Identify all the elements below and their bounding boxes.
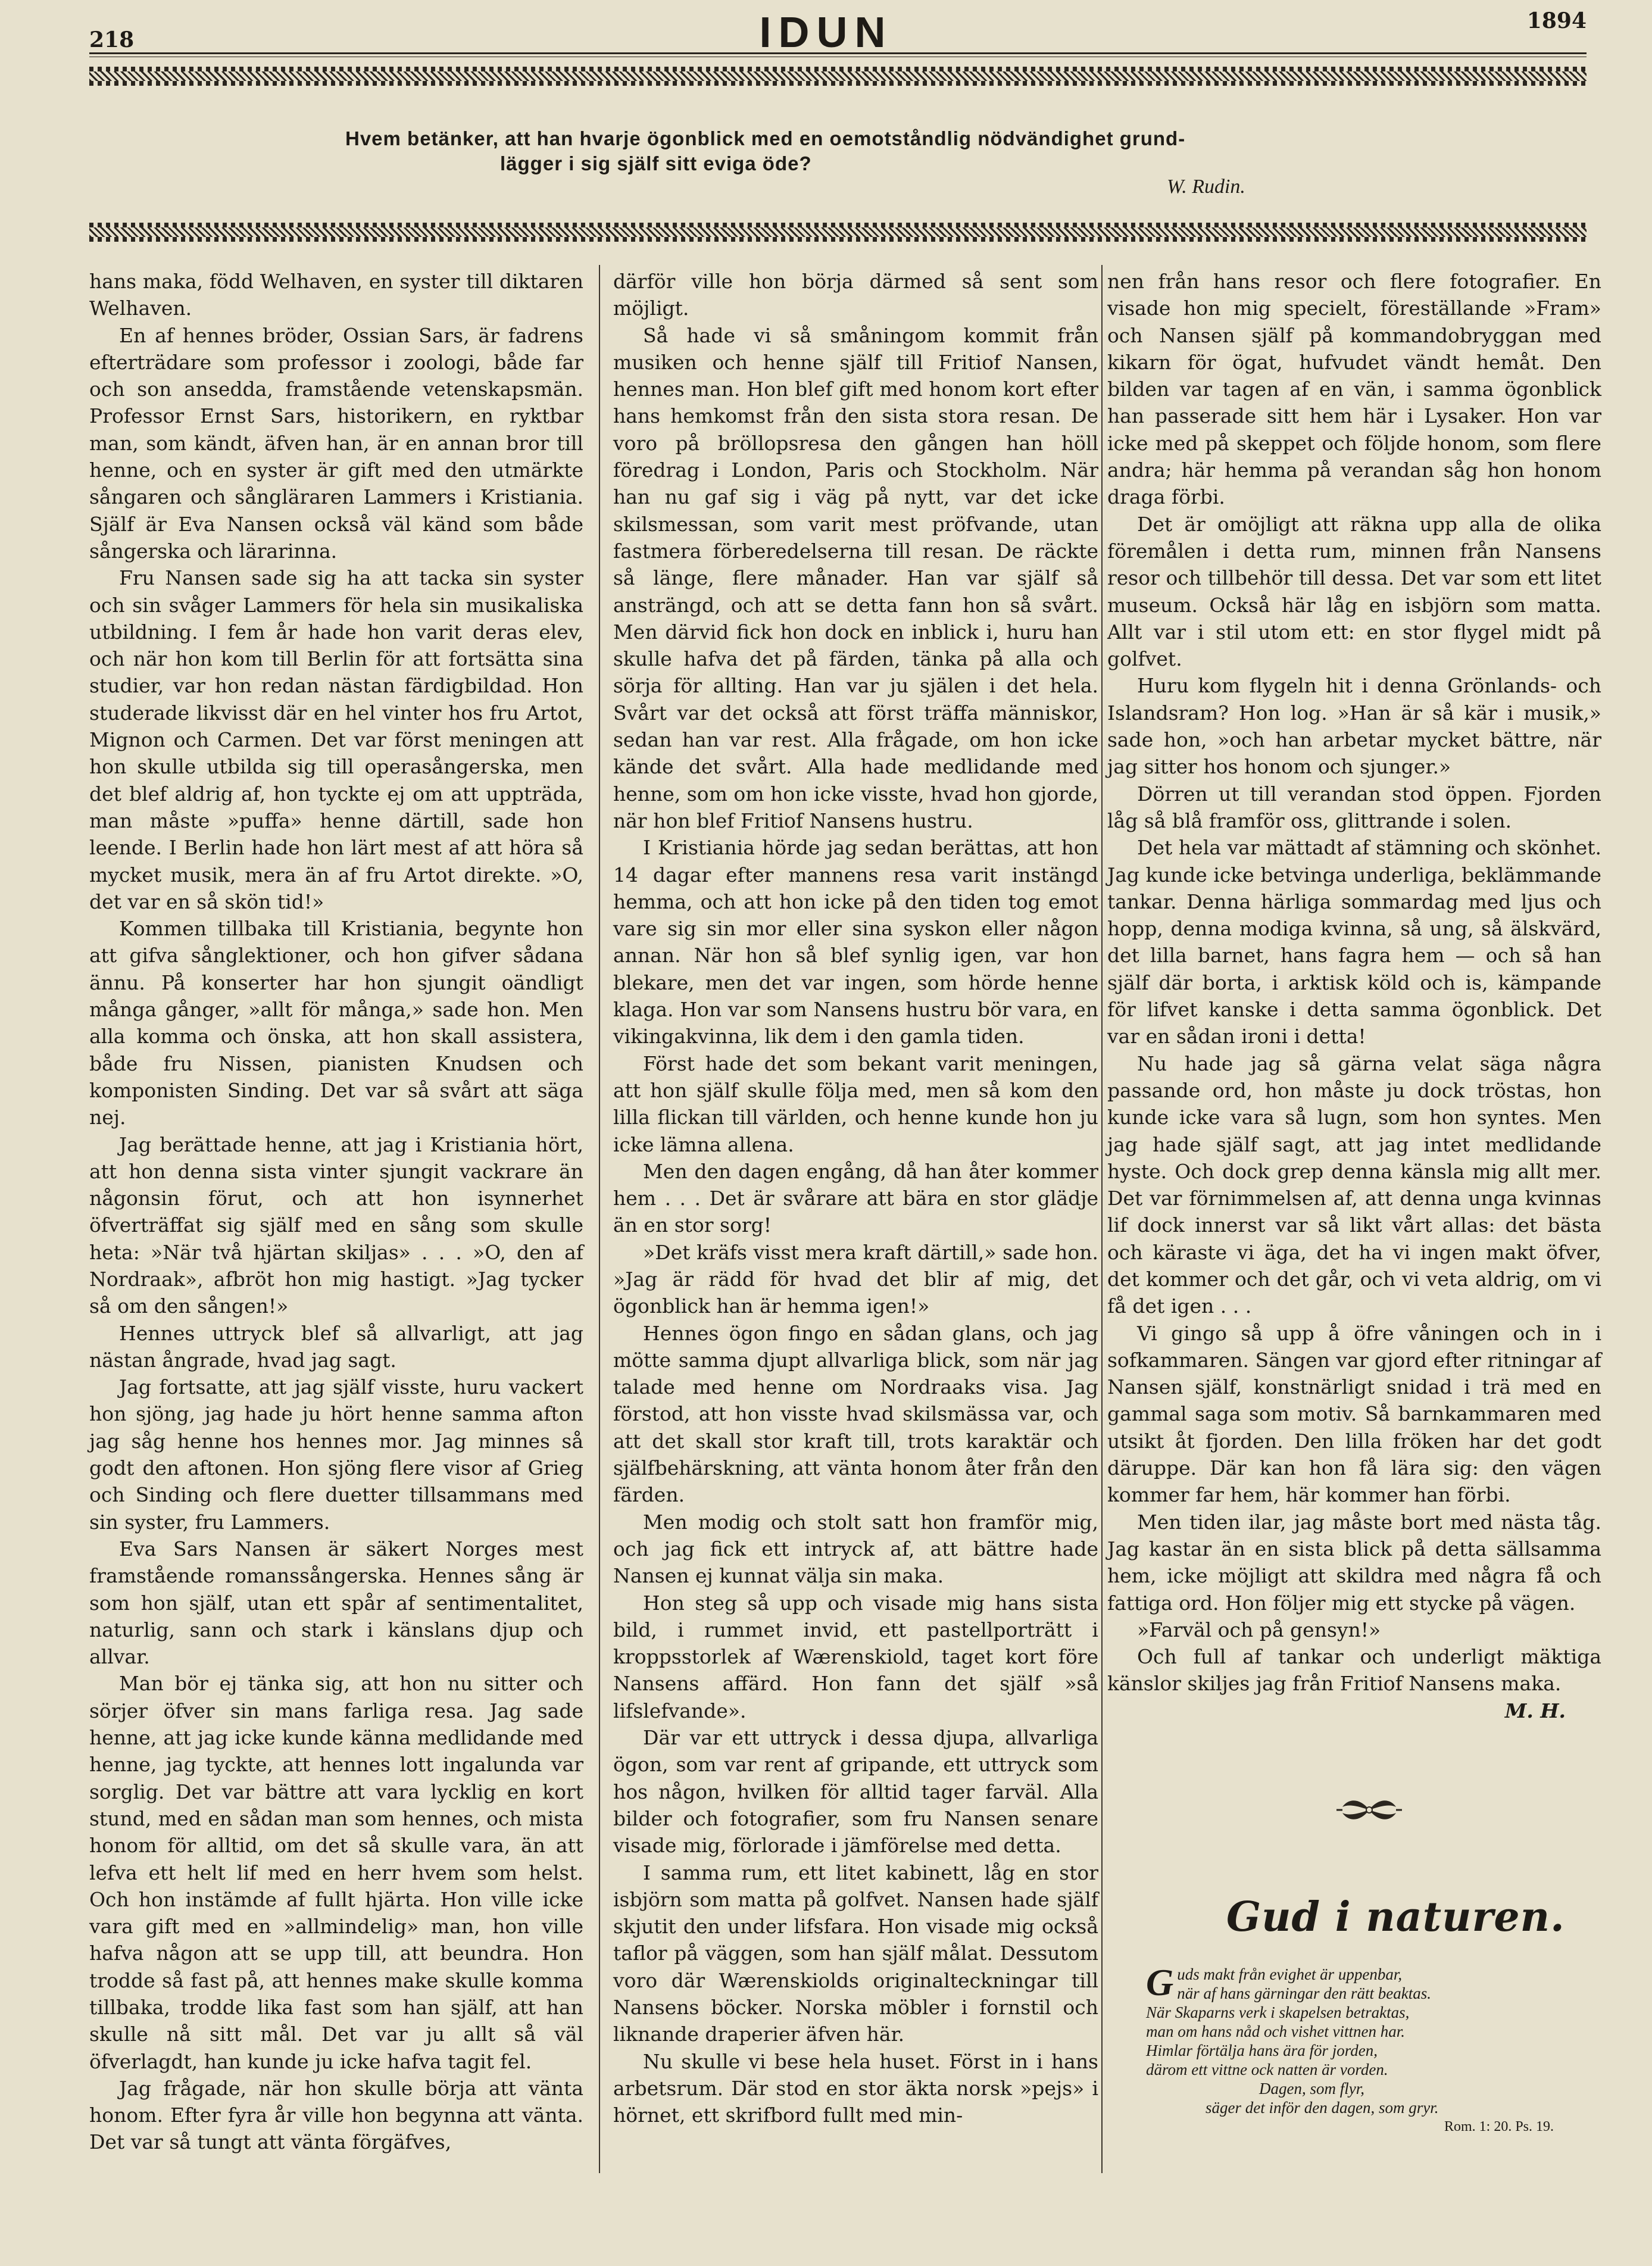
paragraph: Nu skulle vi bese hela huset. Först in i hans arbetsrum. Där stod en stor äkta norsk »pejs» i hörnet, ett skrifbord fullt med min- [613,2049,1098,2127]
paragraph: Hennes uttryck blef så allvarligt, att jag nästan ångrade, hvad jag sagt. [89,1321,583,1372]
paragraph: Eva Sars Nansen är säkert Norges mest framstående romanssångerska. Hennes sång är som hon själf, utan ett spår af sentimentalitet, naturlig, sann och stark i känslans djup och allvar. [89,1537,583,1669]
paragraph: Men den dagen engång, då han åter kommer hem . . . Det är svårare att bära en stor glädje än en stor sorg! [613,1159,1098,1237]
paragraph: Fru Nansen sade sig ha att tacka sin syster och sin svåger Lammers för hela sin musikaliska utbildning. I fem år hade hon varit deras elev, och när hon kom till Berlin för att fortsätta sina studier, var hon redan nästan färdigbildad. Hon studerade likvisst där en hel vinter hos fru Artot, Mignon och Carmen. Det var först meningen att hon skulle utbilda sig till operasångerska, men det blef aldrig af, hon tyckte ej om att uppträda, man måste »puffa» henne därtill, sade hon leende. I Berlin hade hon lärt mest af att höra så mycket musik, mera än af fru Artot direkte. »O, det var en så skön tid!» [89,566,583,913]
paragraph: därför ville hon börja därmed så sent som möjligt. [613,270,1098,320]
paragraph: Vi gingo så upp å öfre våningen och in i sofkammaren. Sängen var gjord efter ritningar af Nansen själf, konstnärligt snidad i trä med en gammal saga som motiv. Så barnkammaren med utsikt åt fjorden. Den lilla fröken har det godt däruppe. Där kan hon få lära sig: den vägen kommer far hem, här kommer han förbi. [1107,1321,1602,1507]
paragraph: Hon steg så upp och visade mig hans sista bild, i rummet invid, ett pastellporträtt i kroppsstorlek af Wærenskiold, taget kort före Nansens affärd. Hon fann det själf »så lifslefvande». [613,1591,1098,1722]
poem-line: Himlar förtälja hans ära för jorden, [1146,2042,1378,2059]
paragraph: »Det kräfs visst mera kraft därtill,» sade hon. »Jag är rädd för hvad det blir af mig, det ögonblick han är hemma igen!» [613,1240,1098,1318]
paragraph: I samma rum, ett litet kabinett, låg en stor isbjörn som matta på golfvet. Nansen hade själf skjutit den under lifsfara. Hon visade mig också taflor på väggen, som han själf målat. Dessutom voro där Wærenskiolds originalteckningar till Nansens böcker. Norska möbler i fornstil och liknande draperier äfven här. [613,1861,1098,2046]
epigraph-line-2: lägger i sig själf sitt eviga öde? [500,152,812,174]
ornamental-border-top [89,64,1587,87]
poem-line: när af hans gärningar den rätt beaktas. [1177,1984,1431,2002]
poem-line: När Skaparns verk i skapelsen betraktas, [1146,2003,1410,2021]
paragraph: Jag berättade henne, att jag i Kristiania hört, att hon denna sista vinter sjungit vackrare än någonsin förut, och att hon isynnerhet öfverträffat sig själf med en sång som skulle heta: »När två hjärtan skiljas» . . . »O, den af Nordraak», afbröt hon mig hastigt. »Jag tycker så om den sången!» [89,1132,583,1318]
paragraph: Hennes ögon fingo en sådan glans, och jag mötte samma djupt allvarliga blick, som när jag talade med henne om Nordraaks visa. Jag förstod, att hon visste hvad skilsmässa var, och att det skall stor kraft till, trots karaktär och själfbehärskning, att vänta honom åter från den färden. [613,1321,1098,1507]
paragraph: Det hela var mättadt af stämning och skönhet. Jag kunde icke betvinga underliga, beklämmande tankar. Denna härliga sommardag med ljus och hopp, denna modiga kvinna, så ung, så älskvärd, det lilla barnet, hans fagra hem — och så han själf där borta, i arktisk köld och is, kämpande för lifvet kanske i detta samma ögonblick. Det var en sådan ironi i detta! [1107,836,1601,1048]
poem-line: man om hans nåd och vishet vittnen har. [1146,2022,1405,2040]
column-divider-2 [1101,265,1103,2173]
poem-line: Dagen, som flyr, [1259,2080,1364,2098]
paragraph: nen från hans resor och flere fotografier. En visade hon mig specielt, föreställande »Fram» och Nansen själf på kommandobryggan med kikarn för ögat, hufvudet vändt hemåt. Den bilden var tagen af en vän, i samma ögonblick han passerade sitt hem här i Lysaker. Hon var icke med på skeppet och följde honom, som flere andra; här hemma på verandan såg hon honom draga förbi. [1107,270,1601,509]
paragraph: »Farväl och på gensyn!» [1137,1618,1381,1641]
poem-dropcap: G [1146,1961,1174,2003]
paragraph: Jag frågade, när hon skulle börja att vänta honom. Efter fyra år ville hon begynna att vänta. Det var så tungt att vänta förgäfves, [89,2076,583,2154]
paragraph: Men modig och stolt satt hon framför mig, och jag fick ett intryck af, att bättre hade Nansen ej kunnat välja sin maka. [613,1510,1098,1588]
magazine-title: IDUN [759,9,893,57]
epigraph-author: W. Rudin. [1167,176,1245,198]
floral-ornament-icon [1334,1795,1405,1825]
paragraph: Där var ett uttryck i dessa djupa, allvarliga ögon, som var rent af gripande, ett uttryck som hos någon, hvilken för alltid tager farväl. Alla bilder och fotografier, som fru Nansen senare visade mig, förlorade i jämförelse med detta. [613,1726,1098,1858]
paragraph: Jag fortsatte, att jag själf visste, huru vackert hon sjöng, jag hade ju hört henne samma afton jag såg henne hos hennes mor. Jag minnes så godt den aftonen. Hon sjöng flere visor af Grieg och Sinding och flere duetter tillsammans med sin syster, fru Lammers. [89,1375,583,1534]
page-number: 218 [89,27,135,52]
paragraph: Dörren ut till verandan stod öppen. Fjorden låg så blå framför oss, glittrande i solen. [1107,782,1601,832]
paragraph: Man bör ej tänka sig, att hon nu sitter och sörjer öfver sin mans farliga resa. Jag sade henne, att jag icke kunde känna medlidande med henne, jag tyckte, att hennes lott ingalunda var sorglig. Det var bättre att vara lycklig en kort stund, med en sådan man som hennes, och mista honom för alltid, om det så skulle vara, än att lefva ett helt lif med en herr hvem som helst. Och hon instämde af fullt hjärta. Hon ville icke vara gift med en »allmindelig» man, hon ville hafva någon att se upp till, att beundra. Hon trodde så fast på, att hennes make skulle komma tillbaka, trodde lika fast som han själf, att han skulle nå sitt mål. Det var ju allt så väl öfverlagdt, han kunde ju icke hafva tagit fel. [89,1672,583,2073]
poem-line: därom ett vittne ock natten är vorden. [1146,2061,1388,2078]
article-column-3 [1107,268,1601,1724]
poem-line: uds makt från evighet är uppenbar, [1177,1965,1403,1983]
paragraph: En af hennes bröder, Ossian Sars, är fadrens efterträdare som professor i zoologi, både far och son ansedda, framstående vetenskapsmän. Professor Ernst Sars, historikern, en ryktbar man, som kändt, äfven han, är en annan bror till henne, och en syster är gift med den utmärkte sångaren och sångläraren Lammers i Kristiania. Själf är Eva Nansen också väl känd som både sångerska och lärarinna. [89,323,583,563]
paragraph: hans maka, född Welhaven, en syster till diktaren Welhaven. [89,270,583,320]
article-column-1 [89,268,583,2156]
paragraph: Nu hade jag så gärna velat säga några passande ord, hon måste ju dock tröstas, hon kunde icke vara så lugn, som hon syntes. Men jag hade själf sagt, att jag intet medlidande hyste. Och dock grep denna känsla mig allt mer. Det var förnimmelsen af, att denna unga kvinnas lif dock innerst var så likt vårt allas: det bästa och käraste vi äga, det ha vi ingen makt öfver, det kommer och det går, och vi veta aldrig, om vi få det igen . . . [1107,1051,1601,1318]
paragraph: I Kristiania hörde jag sedan berättas, att hon 14 dagar efter mannens resa varit instängd hemma, och att hon icke på den tiden tog emot vare sig sin mor eller sina syskon eller någon annan. När hon så blef synlig igen, var hon blekare, men det var ingen, som hörde henne klaga. Hon var som Nansens hustru bör vara, en vikingakvinna, lik dem i den gamla tiden. [613,836,1098,1048]
paragraph: Först hade det som bekant varit meningen, att hon själf skulle följa med, men så kom den lilla flickan till världen, och henne kunde hon ju icke lämna allena. [613,1051,1098,1156]
epigraph [345,126,1357,176]
paragraph: Och full af tankar och underligt mäktiga känslor skiljes jag från Fritiof Nansens maka. [1107,1645,1601,1696]
paragraph: Men tiden ilar, jag måste bort med nästa tåg. Jag kastar än en sista blick på detta sällsamma hem, icke möjligt att skildra med några få och fattiga ord. Hon följer mig ett stycke på vägen. [1107,1510,1601,1615]
author-signature: M. H. [1504,1699,1566,1722]
poem [1146,1961,1598,2136]
poem-line: säger det inför den dagen, som gryr. [1206,2099,1439,2117]
column-divider-1 [599,265,600,2173]
epigraph-line-1: Hvem betänker, att han hvarje ögonblick med en oemotståndlig nödvändighet grund- [345,127,1186,149]
ornamental-border-middle [89,220,1587,243]
paragraph: Så hade vi så småningom kommit från musiken och henne själf till Fritiof Nansen, hennes man. Hon blef gift med honom kort efter hans hemkomst från den sista stora resan. De voro på bröllopsresa den gången han höll föredrag i London, Paris och Stockholm. När han nu gaf sig i väg på nytt, var det icke skilsmessan, som varit mest pröfvande, utan fastmera förberedelserna till resan. De räckte så länge, flere månader. Han var själf så ansträngd, och att se detta fann hon så svårt. Men därvid fick hon dock en inblick i, huru han skulle hafva det på färden, tänka på alla och sörja för allting. Han var ju själen i det hela. Svårt var det också att först träffa människor, sedan han var rest. Alla frågade, om hon icke kände det svårt. Alla hade medlidande med henne, som om hon icke visste, hvad hon gjorde, när hon blef Fritiof Nansens hustru. [613,323,1098,832]
poem-title: Gud i naturen. [1226,1893,1565,1941]
paragraph: Det är omöjligt att räkna upp alla de olika föremålen i detta rum, minnen från Nansens resor och tillbehör till dessa. Det var som ett litet museum. Också här låg en isbjörn som matta. Allt var i stil utom ett: en stor flygel midt på golfvet. [1107,512,1601,671]
issue-year: 1894 [1526,8,1587,33]
paragraph: Huru kom flygeln hit i denna Grönlands- och Islandsram? Hon log. »Han är så kär i musik,» sade hon, »och han arbetar mycket bättre, när jag sitter hos honom och sjunger.» [1107,674,1601,779]
scripture-reference: Rom. 1: 20. Ps. 19. [1444,2119,1554,2134]
article-column-2 [613,268,1098,2128]
header-rule [89,52,1587,57]
paragraph: Kommen tillbaka till Kristiania, begynte hon att gifva sånglektioner, och hon gifver sådana ännu. På konserter har hon sjungit oändligt många gånger, »allt för många,» sade hon. Men alla komma och önska, att hon skall assistera, både fru Nissen, pianisten Knudsen och komponisten Sinding. Det var så svårt att säga nej. [89,917,583,1129]
